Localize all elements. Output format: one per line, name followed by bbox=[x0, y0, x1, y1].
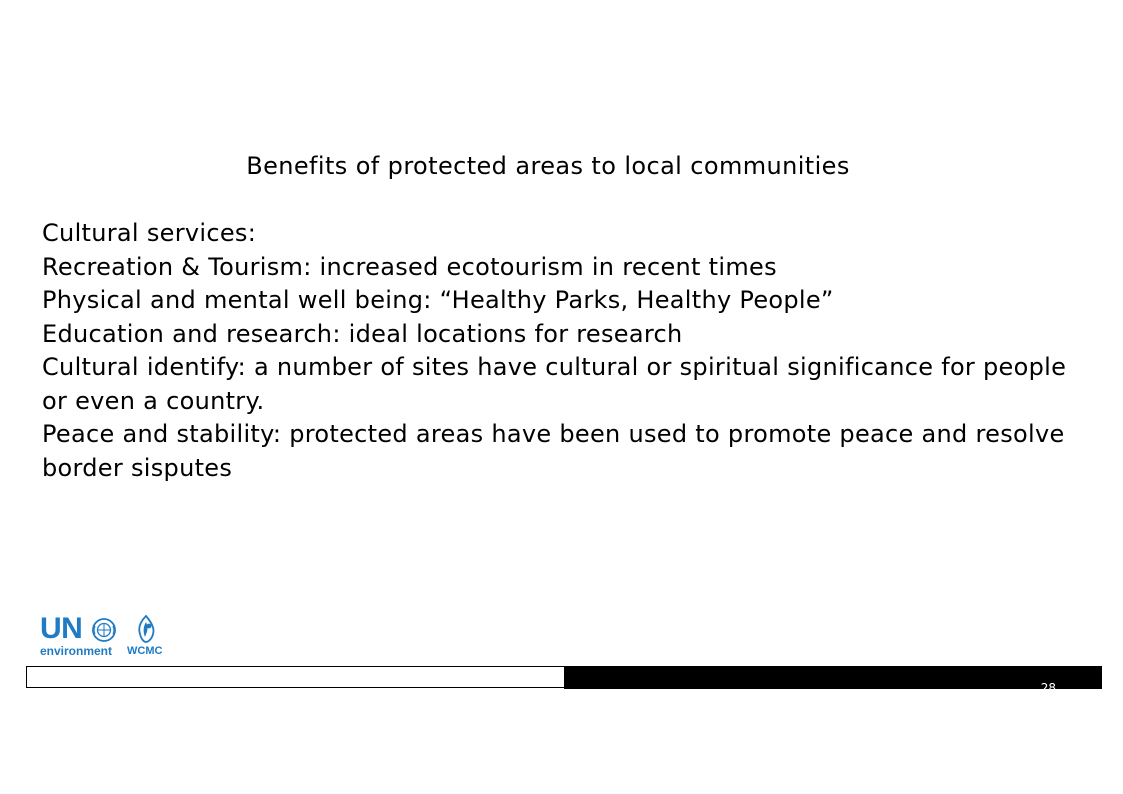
body-line-education: Education and research: ideal locations for research bbox=[42, 319, 683, 348]
wcmc-emblem-icon bbox=[134, 614, 158, 644]
slide-body bbox=[42, 217, 1082, 485]
body-line-cultural-identity: Cultural identify: a number of sites have cultural or spiritual significance for people or even a country. bbox=[42, 353, 1067, 415]
body-line-recreation: Recreation & Tourism: increased ecotourism in recent times bbox=[42, 252, 777, 281]
un-environment-wcmc-logo bbox=[38, 612, 173, 660]
logo-environment-text: environment bbox=[40, 644, 113, 658]
body-line-cultural-services: Cultural services: bbox=[42, 219, 257, 247]
body-line-peace: Peace and stability: protected areas have been used to promote peace and resolve border sisputes bbox=[42, 420, 1065, 482]
page-number: 28 bbox=[1040, 681, 1056, 695]
slide-title: Benefits of protected areas to local communities bbox=[246, 152, 850, 180]
logo-un-text: UN bbox=[40, 612, 83, 645]
logo-wcmc-text: WCMC bbox=[127, 645, 163, 657]
footer-bar bbox=[564, 666, 1102, 695]
un-emblem-icon bbox=[91, 617, 117, 643]
body-line-wellbeing: Physical and mental well being: “Healthy Parks, Healthy People” bbox=[42, 286, 834, 314]
footer-left-rule bbox=[26, 666, 564, 688]
